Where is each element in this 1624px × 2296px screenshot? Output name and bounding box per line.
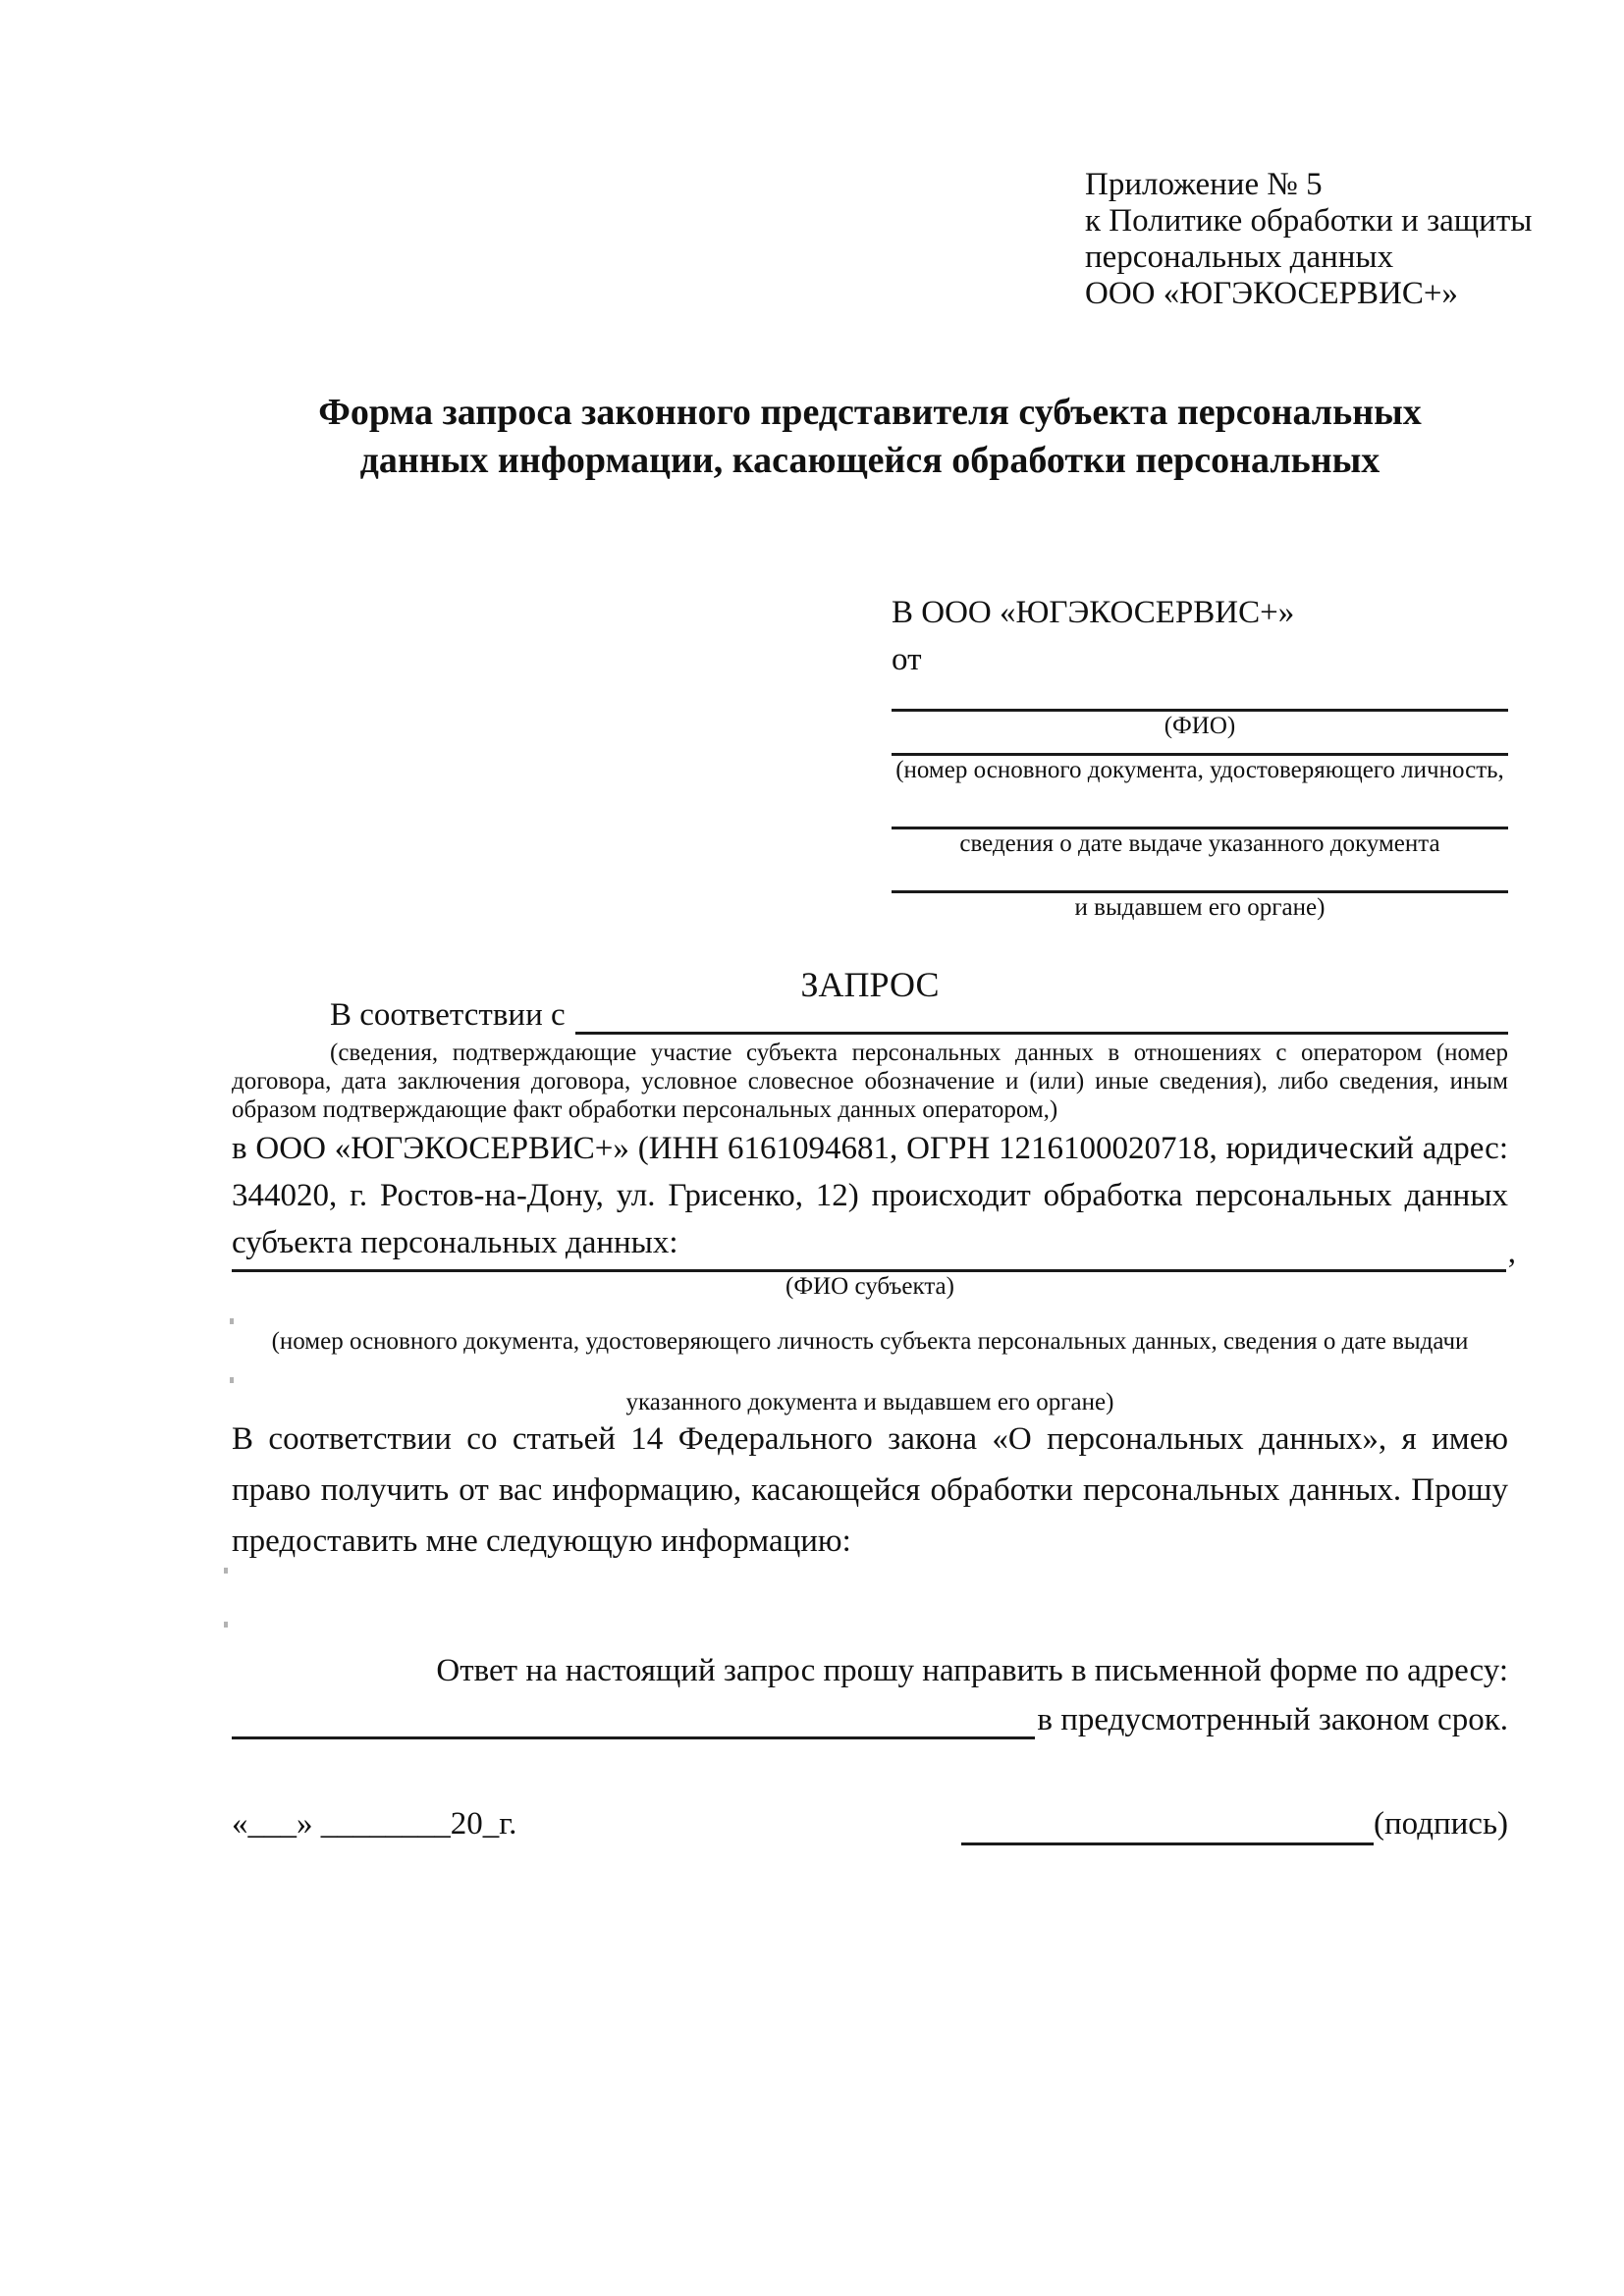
subject-doc-caption-line-1: (номер основного документа, удостоверяющего личность субъекта персональных данных, сведения о дате выдачи	[271, 1328, 1469, 1355]
basis-sentence	[232, 995, 1508, 1035]
subject-fio-row	[232, 1233, 1516, 1272]
response-deadline-text: в предусмотренный законом срок.	[1037, 1702, 1508, 1737]
issuer-blank-line	[892, 859, 1508, 893]
request-heading: ЗАПРОС	[800, 965, 940, 1004]
scan-artifact-dot	[224, 1568, 228, 1574]
issue-date-caption: сведения о дате выдаче указанного документа	[959, 830, 1440, 857]
from-label: от	[892, 642, 922, 677]
scan-artifact-dot	[230, 1318, 234, 1324]
appendix-note-line: ООО «ЮГЭКОСЕРВИС+»	[1085, 276, 1458, 311]
scan-artifact-dot	[224, 1622, 228, 1628]
doc-number-caption: (номер основного документа, удостоверяющего личность,	[895, 757, 1504, 783]
subject-fio-blank-line	[232, 1238, 1506, 1272]
operator-paragraph: в ООО «ЮГЭКОСЕРВИС+» (ИНН 6161094681, ОГРН 1216100020718, юридический адрес: 344020, г. Ростов-на-Дону, ул. Грисенко, 12) происходит обработка персональных данных субъекта персональных данных:	[232, 1131, 1508, 1260]
subject-doc-caption-line-2: указанного документа и выдавшем его органе)	[625, 1389, 1114, 1415]
scan-artifact-dot	[230, 1377, 234, 1383]
appendix-note-line: Приложение № 5	[1085, 167, 1323, 202]
addressee-org-line: В ООО «ЮГЭКОСЕРВИС+»	[892, 595, 1295, 630]
fio-blank-line	[892, 683, 1508, 712]
issue-date-blank-line	[892, 785, 1508, 829]
appendix-note	[1085, 167, 1576, 312]
form-title	[232, 389, 1508, 485]
basis-sentence-prefix: В соответствии с	[330, 997, 566, 1033]
response-deadline-row	[232, 1700, 1508, 1739]
law-rights-paragraph: В соответствии со статьей 14 Федерального закона «О персональных данных», я имею право получить от вас информацию, касающейся обработки персональных данных. Прошу предоставить мне следующую информацию:	[232, 1421, 1508, 1559]
signature-group	[961, 1802, 1508, 1845]
basis-blank-line	[575, 996, 1508, 1035]
form-title-line-2: данных информации, касающейся обработки персональных	[359, 440, 1380, 481]
form-title-line-1: Форма запроса законного представителя субъекта персональных	[318, 392, 1422, 433]
doc-number-blank-line	[892, 741, 1508, 756]
trailing-comma: ,	[1507, 1235, 1516, 1270]
issuer-caption: и выдавшем его органе)	[1074, 894, 1326, 921]
signature-blank-line	[961, 1805, 1374, 1845]
signature-caption: (подпись)	[1374, 1806, 1508, 1842]
date-blank-line: «___» ________20_г.	[232, 1806, 517, 1842]
subject-fio-caption: (ФИО субъекта)	[785, 1273, 954, 1300]
response-address-blank-line	[232, 1701, 1035, 1739]
appendix-note-line: к Политике обработки и защиты	[1085, 203, 1533, 239]
appendix-note-line: персональных данных	[1085, 240, 1394, 275]
addressee-block	[892, 589, 1508, 923]
basis-footnote: (сведения, подтверждающие участие субъекта персональных данных в отношениях с оператором (номер договора, дата заключения договора, условное словесное обозначение и (или) иные сведения), либо сведения, иным образом подтверждающие факт обработки персональных данных оператором,)	[232, 1040, 1508, 1123]
date-signature-row	[232, 1802, 1508, 1845]
response-address-line: Ответ на настоящий запрос прошу направить в письменной форме по адресу:	[436, 1653, 1508, 1688]
fio-caption: (ФИО)	[1164, 713, 1236, 739]
